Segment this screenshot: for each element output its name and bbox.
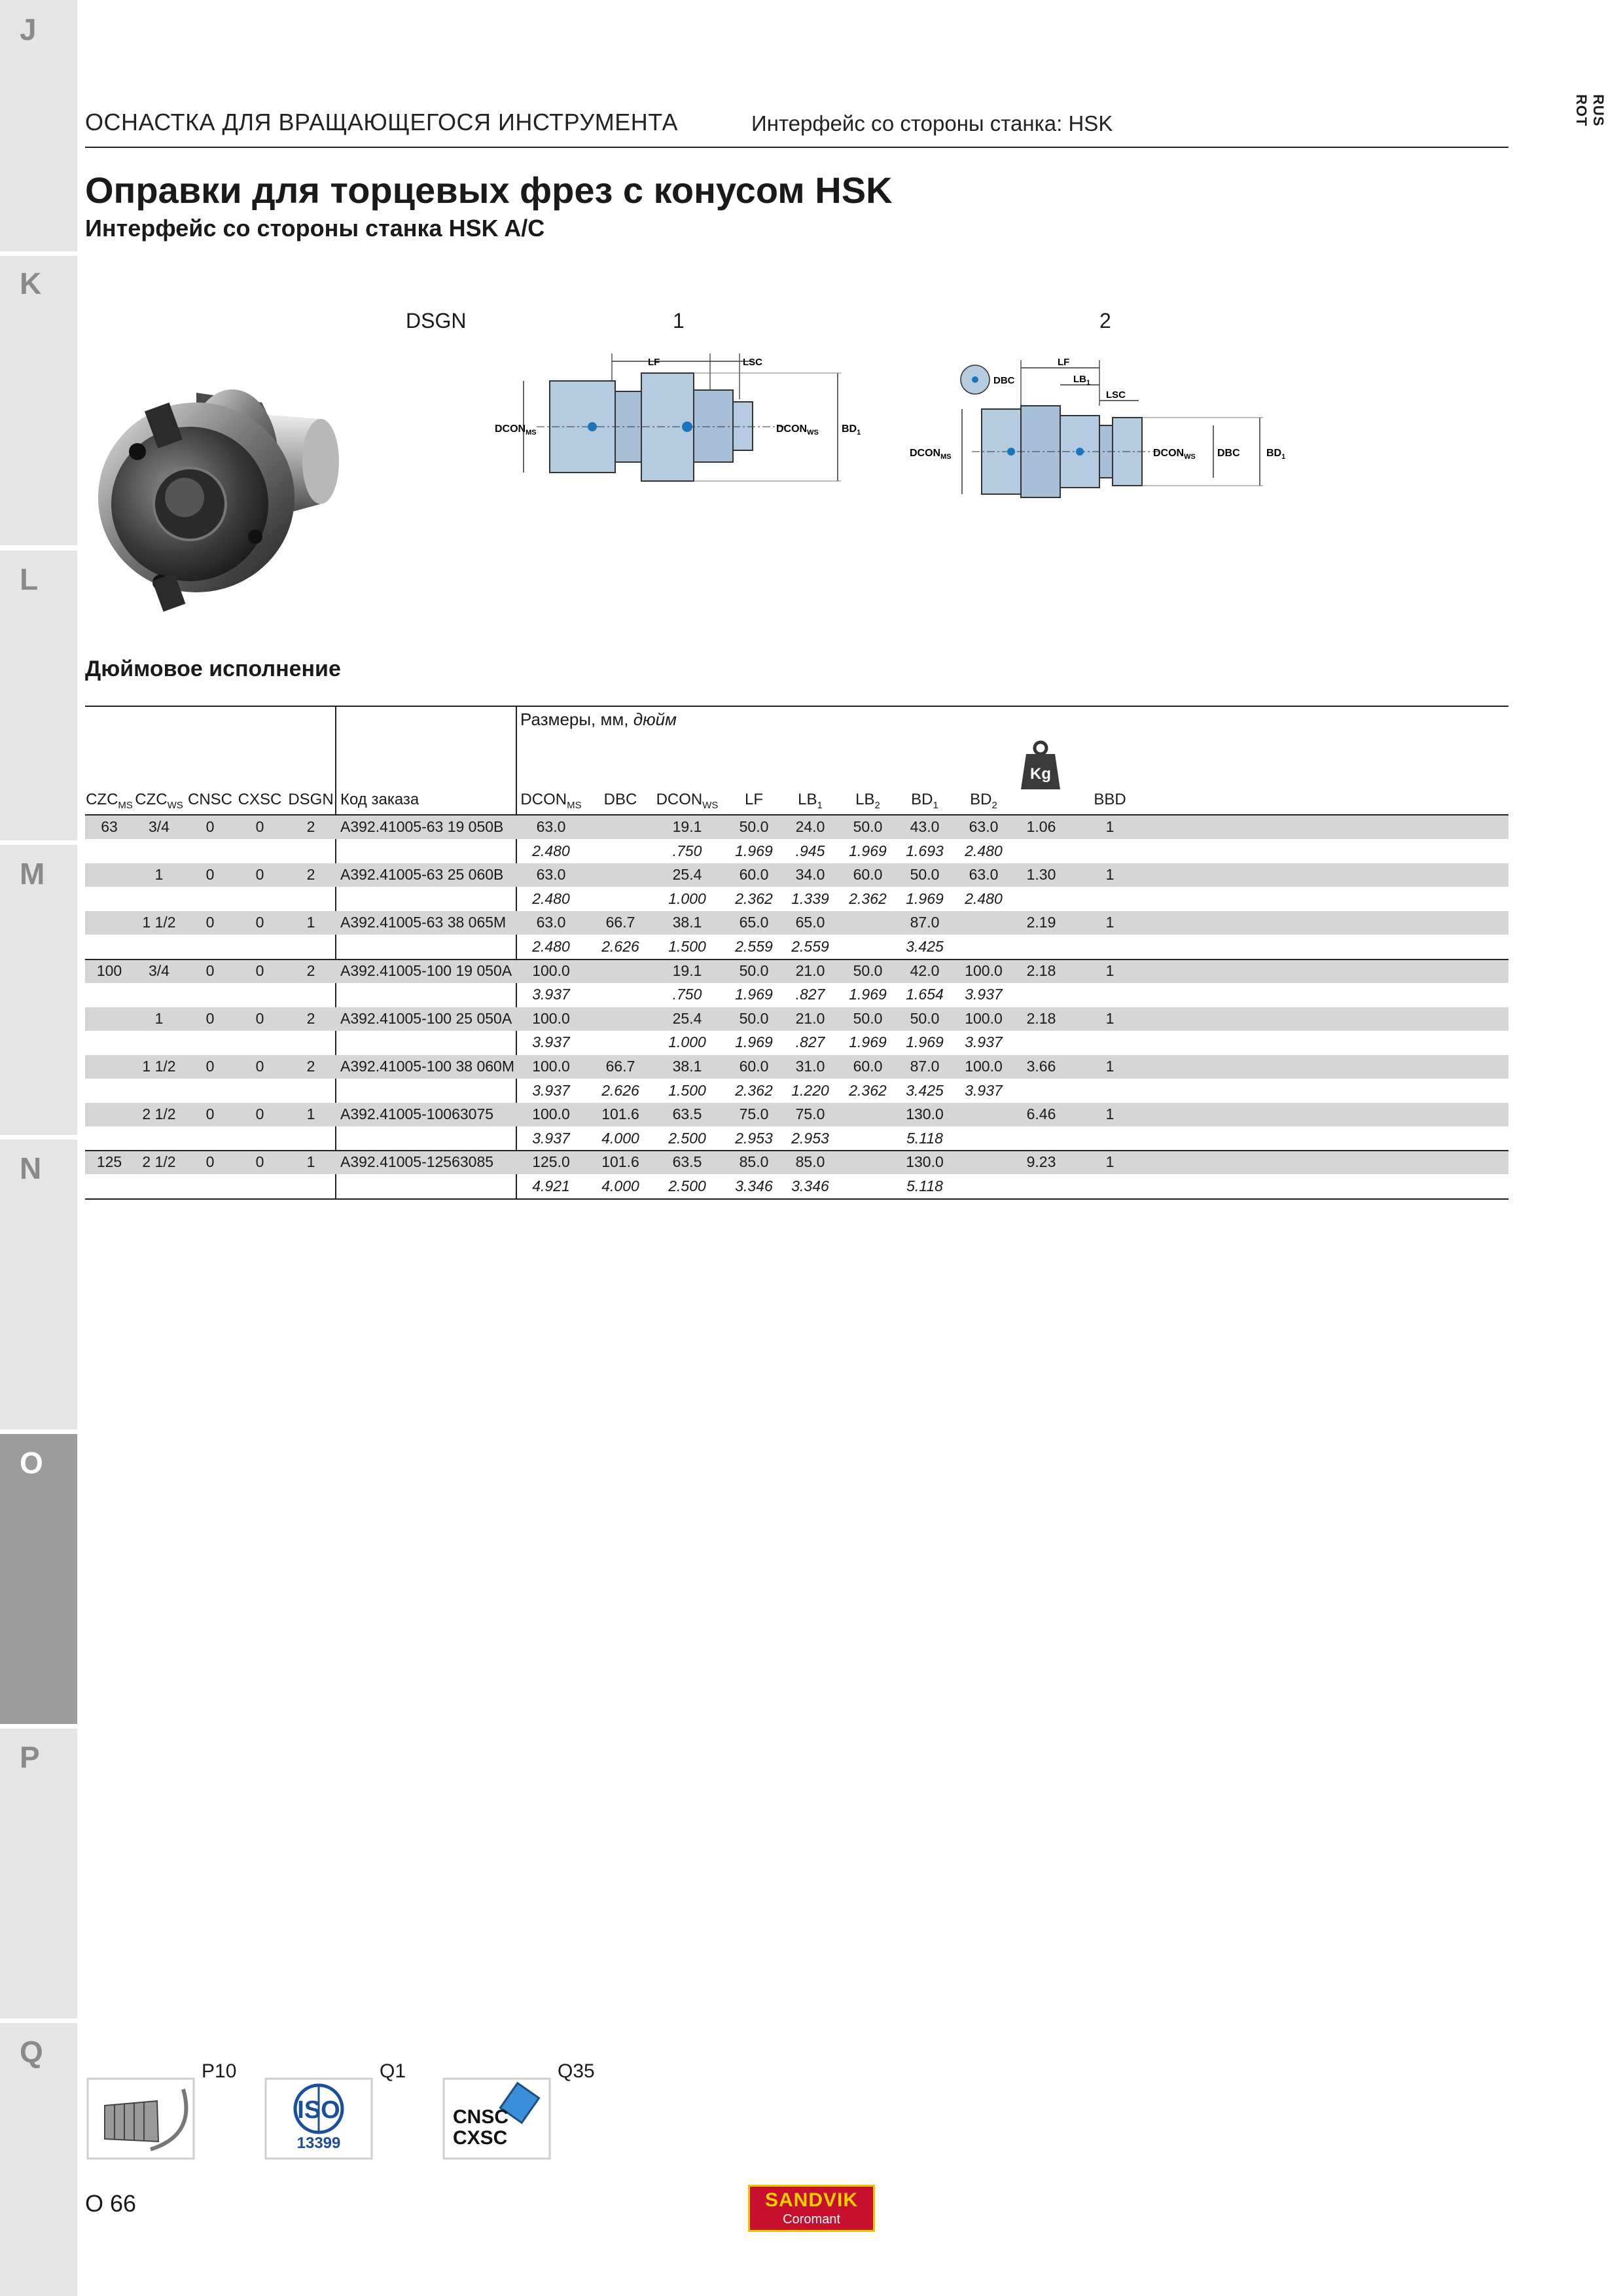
cell-dcon-ws: 63.5 <box>672 1105 702 1123</box>
cell-code[interactable]: A392.41005-100 25 050A <box>340 1009 512 1027</box>
cell-bd1: 87.0 <box>910 1058 940 1075</box>
cell-lf: 50.0 <box>739 961 769 979</box>
cell-czc-ws: 2 1/2 <box>142 1105 176 1123</box>
cell-cxsc: 0 <box>255 818 264 835</box>
cell-dcon-ms: 2.480 <box>532 842 570 859</box>
logo-line-2: Coromant <box>783 2212 840 2227</box>
tab-divider <box>0 251 77 256</box>
cell-dcon-ws: 63.5 <box>672 1153 702 1171</box>
cell-lb1: .827 <box>795 1033 825 1051</box>
cell-dsgn: 1 <box>306 914 315 931</box>
dbc-label: DBC <box>1217 448 1240 459</box>
cell-kg: 9.23 <box>1026 1153 1056 1171</box>
cell-kg: 3.66 <box>1026 1058 1056 1075</box>
cell-bd1: 50.0 <box>910 866 940 884</box>
chapter-subtitle: Интерфейс со стороны станка: HSK <box>751 111 1113 135</box>
cell-dsgn: 1 <box>306 1153 315 1171</box>
table-row-metric <box>85 911 1508 935</box>
cell-code[interactable]: A392.41005-63 19 050B <box>340 818 504 835</box>
weight-icon <box>1020 740 1061 792</box>
cell-bbd: 1 <box>1105 914 1115 931</box>
cell-dcon-ws: 1.500 <box>668 938 706 955</box>
column-header-lb1: $LB_1$ <box>798 791 823 811</box>
cell-lb2: 50.0 <box>853 961 883 979</box>
cell-lf: 2.362 <box>735 889 773 907</box>
dcon-ws-label: $DCON_{WS}$ <box>1153 448 1196 461</box>
cell-bbd: 1 <box>1105 866 1115 884</box>
cell-bd1: 3.425 <box>906 938 944 955</box>
cell-dcon-ws: 25.4 <box>672 866 702 884</box>
cell-dbc: 66.7 <box>605 914 635 931</box>
cell-bd1: 1.693 <box>906 842 944 859</box>
cell-dcon-ws: 1.500 <box>668 1081 706 1099</box>
tab-letter: K <box>20 266 42 300</box>
cell-dcon-ms: 3.937 <box>532 1033 570 1051</box>
table-row-metric <box>85 816 1508 839</box>
cell-lf: 50.0 <box>739 1009 769 1027</box>
tab-divider <box>0 2018 77 2023</box>
cell-cnsc: 0 <box>205 818 215 835</box>
column-header-code: Код заказа <box>340 791 419 808</box>
cell-cxsc: 0 <box>255 866 264 884</box>
cell-dcon-ws: 38.1 <box>672 1058 702 1075</box>
tab-divider <box>0 1135 77 1139</box>
product-photo <box>98 367 360 615</box>
cell-lb1: .827 <box>795 986 825 1003</box>
sandvik-logo <box>748 2185 875 2232</box>
column-header-bbd: BBD <box>1094 791 1126 808</box>
iso-number: 13399 <box>296 2134 341 2152</box>
column-header-cnsc: CNSC <box>187 791 232 808</box>
dcon-ms-label: $DCON_{MS}$ <box>495 423 537 437</box>
cell-dcon-ws: 19.1 <box>672 961 702 979</box>
cell-dcon-ws: 2.500 <box>668 1177 706 1194</box>
cell-lf: 3.346 <box>735 1177 773 1194</box>
cell-dbc: 66.7 <box>605 1058 635 1075</box>
cell-kg: 2.19 <box>1026 914 1056 931</box>
tab-divider <box>0 1429 77 1434</box>
cell-lb2: 2.362 <box>849 889 887 907</box>
cell-bd1: 1.969 <box>906 1033 944 1051</box>
cell-kg: 1.30 <box>1026 866 1056 884</box>
tab-letter: M <box>20 857 45 891</box>
cell-lf: 1.969 <box>735 1033 773 1051</box>
cell-cnsc: 0 <box>205 866 215 884</box>
cell-dcon-ms: 100.0 <box>532 961 570 979</box>
table-row-inch <box>85 1031 1508 1054</box>
design-number-1: 1 <box>673 309 685 332</box>
cell-lb1: 21.0 <box>795 961 825 979</box>
cell-dsgn: 1 <box>306 1105 315 1123</box>
bd1-label: $BD_1$ <box>1266 448 1286 461</box>
cell-dcon-ws: 19.1 <box>672 818 702 835</box>
lsc-label: LSC <box>1106 389 1126 401</box>
table-row-metric <box>85 863 1508 887</box>
table-row-metric <box>85 1103 1508 1126</box>
cell-lf: 2.362 <box>735 1081 773 1099</box>
cell-cnsc: 0 <box>205 1058 215 1075</box>
design-label: DSGN <box>406 309 467 332</box>
table-top-rule <box>85 706 1508 707</box>
cell-cxsc: 0 <box>255 914 264 931</box>
cell-lb2: 50.0 <box>853 1009 883 1027</box>
dcon-ws-label: $DCON_{WS}$ <box>776 423 819 437</box>
tab-letter: N <box>20 1151 42 1185</box>
tab-letter: L <box>20 562 39 596</box>
ref-q35[interactable]: Q35 <box>558 2060 595 2082</box>
cell-kg: 2.18 <box>1026 1009 1056 1027</box>
bd1-label: $BD_1$ <box>842 423 861 437</box>
column-header-bd1: $BD_1$ <box>911 791 938 811</box>
design-1-drawing <box>484 340 877 511</box>
cell-dcon-ms: 63.0 <box>536 866 566 884</box>
cell-cxsc: 0 <box>255 961 264 979</box>
ref-p10[interactable]: P10 <box>202 2060 237 2082</box>
tab-letter: O <box>20 1446 43 1480</box>
tab-j[interactable] <box>0 0 77 291</box>
cell-bd1: 87.0 <box>910 914 940 931</box>
tab-o[interactable] <box>0 1433 77 1725</box>
cell-cxsc: 0 <box>255 1058 264 1075</box>
cell-bbd: 1 <box>1105 961 1115 979</box>
lf-label: LF <box>648 357 660 368</box>
tab-letter: P <box>20 1740 40 1774</box>
cell-lb1: 31.0 <box>795 1058 825 1075</box>
iso-text: ISO <box>297 2096 340 2124</box>
cell-dcon-ms: 3.937 <box>532 1081 570 1099</box>
cell-dsgn: 2 <box>306 961 315 979</box>
cell-dcon-ms: 3.937 <box>532 1129 570 1147</box>
cell-cnsc: 0 <box>205 1153 215 1171</box>
cell-lb1: 65.0 <box>795 914 825 931</box>
cell-lb1: 3.346 <box>791 1177 829 1194</box>
cell-czc-ws: 1 1/2 <box>142 914 176 931</box>
tab-p[interactable] <box>0 1728 77 2019</box>
cell-lb1: 34.0 <box>795 866 825 884</box>
cell-dbc: 2.626 <box>601 938 639 955</box>
cell-code[interactable]: A392.41005-63 25 060B <box>340 866 504 884</box>
cell-bbd: 1 <box>1105 818 1115 835</box>
column-header-czc-ws: $CZC_{WS}$ <box>135 791 183 811</box>
cell-bd2: 100.0 <box>965 1058 1003 1075</box>
cell-lb2: 50.0 <box>853 818 883 835</box>
cell-kg: 6.46 <box>1026 1105 1056 1123</box>
cell-bbd: 1 <box>1105 1153 1115 1171</box>
design-number-2: 2 <box>1099 309 1111 332</box>
cell-dcon-ms: 3.937 <box>532 986 570 1003</box>
cell-czc-ws: 1 <box>154 866 164 884</box>
cell-dcon-ms: 100.0 <box>532 1105 570 1123</box>
table-row-metric <box>85 960 1508 983</box>
cell-code[interactable]: A392.41005-100 19 050A <box>340 961 512 979</box>
cell-dcon-ms: 63.0 <box>536 818 566 835</box>
tab-divider <box>0 840 77 845</box>
cell-czc-ms: 63 <box>101 818 118 835</box>
cell-dsgn: 2 <box>306 866 315 884</box>
dbc-circle-label: DBC <box>993 375 1015 386</box>
cell-dcon-ws: 1.000 <box>668 889 706 907</box>
cell-lf: 2.953 <box>735 1129 773 1147</box>
collet-chuck-icon[interactable] <box>85 2076 196 2161</box>
cnsc-cxsc-icon[interactable] <box>441 2076 552 2161</box>
cell-bd1: 1.654 <box>906 986 944 1003</box>
cell-lb1: 21.0 <box>795 1009 825 1027</box>
cell-lb1: .945 <box>795 842 825 859</box>
column-header-lf: LF <box>744 791 763 808</box>
cell-bd1: 3.425 <box>906 1081 944 1099</box>
section-title: Дюймовое исполнение <box>85 656 341 681</box>
cell-lf: 1.969 <box>735 986 773 1003</box>
table-row-metric <box>85 1007 1508 1031</box>
cell-dcon-ms: 100.0 <box>532 1009 570 1027</box>
tab-letter: Q <box>20 2035 43 2069</box>
cell-code[interactable]: A392.41005-12563085 <box>340 1153 494 1171</box>
cell-lb2: 60.0 <box>853 1058 883 1075</box>
cell-cxsc: 0 <box>255 1009 264 1027</box>
cell-bd1: 5.118 <box>906 1129 943 1147</box>
chapter-title: ОСНАСТКА ДЛЯ ВРАЩАЮЩЕГОСЯ ИНСТРУМЕНТА <box>85 109 679 135</box>
cell-bd2: 100.0 <box>965 1009 1003 1027</box>
cell-czc-ms: 100 <box>96 961 122 979</box>
table-row-inch <box>85 1175 1508 1198</box>
cell-lb2: 1.969 <box>849 1033 887 1051</box>
tab-k[interactable] <box>0 254 77 545</box>
cell-lb1: 2.953 <box>791 1129 829 1147</box>
cell-bd2: 3.937 <box>965 986 1003 1003</box>
cell-bd2: 100.0 <box>965 961 1003 979</box>
section-tab-column <box>0 0 77 2296</box>
cell-lf: 2.559 <box>735 938 773 955</box>
cell-bd2: 63.0 <box>969 866 999 884</box>
cell-czc-ws: 2 1/2 <box>142 1153 176 1171</box>
page-title: Оправки для торцевых фрез с конусом HSK <box>85 170 893 211</box>
cell-kg: 1.06 <box>1026 818 1056 835</box>
side-code: RUS ROT <box>1573 94 1607 127</box>
cell-dcon-ws: 38.1 <box>672 914 702 931</box>
cell-czc-ws: 3/4 <box>149 818 169 835</box>
tab-divider <box>0 546 77 550</box>
cell-lf: 85.0 <box>739 1153 769 1171</box>
column-header-dcon-ws: $DCON_{WS}$ <box>656 791 719 811</box>
cell-dbc: 101.6 <box>601 1153 639 1171</box>
table-group-rule <box>85 959 1508 960</box>
tab-divider <box>0 1724 77 1729</box>
cell-dcon-ws: 1.000 <box>668 1033 706 1051</box>
cell-cxsc: 0 <box>255 1153 264 1171</box>
cell-czc-ws: 3/4 <box>149 961 169 979</box>
table-row-inch <box>85 1127 1508 1151</box>
column-header-czc-ms: $CZC_{MS}$ <box>86 791 133 811</box>
cell-dcon-ms: 4.921 <box>532 1177 570 1194</box>
cell-bd2: 2.480 <box>965 889 1003 907</box>
table-row-inch <box>85 983 1508 1007</box>
cell-dbc: 4.000 <box>601 1129 639 1147</box>
cell-lf: 75.0 <box>739 1105 769 1123</box>
cell-bd1: 5.118 <box>906 1177 943 1194</box>
cell-lb1: 1.220 <box>791 1081 829 1099</box>
cell-dsgn: 2 <box>306 818 315 835</box>
tab-m[interactable] <box>0 844 77 1136</box>
cell-bbd: 1 <box>1105 1058 1115 1075</box>
cell-code[interactable]: A392.41005-100 38 060M <box>340 1058 514 1075</box>
dcon-ms-label: $DCON_{MS}$ <box>910 448 952 461</box>
iso-13399-icon[interactable] <box>263 2076 374 2161</box>
column-header-dsgn: DSGN <box>288 791 334 808</box>
cell-dcon-ws: 2.500 <box>668 1129 706 1147</box>
cell-bbd: 1 <box>1105 1105 1115 1123</box>
cell-bd1: 50.0 <box>910 1009 940 1027</box>
cell-code[interactable]: A392.41005-63 38 065M <box>340 914 507 931</box>
cell-lf: 1.969 <box>735 842 773 859</box>
cell-lb2: 1.969 <box>849 986 887 1003</box>
column-header-cxsc: CXSC <box>238 791 282 808</box>
cell-dcon-ms: 2.480 <box>532 889 570 907</box>
cell-dcon-ms: 125.0 <box>532 1153 570 1171</box>
tab-letter: J <box>20 12 37 46</box>
table-group-rule <box>85 1150 1508 1151</box>
cell-lb1: 1.339 <box>791 889 829 907</box>
cell-bd2: 2.480 <box>965 842 1003 859</box>
cell-cxsc: 0 <box>255 1105 264 1123</box>
cell-dbc: 4.000 <box>601 1177 639 1194</box>
lsc-label: LSC <box>743 357 762 368</box>
lf-label: LF <box>1058 357 1070 368</box>
table-row-inch <box>85 935 1508 959</box>
cell-dcon-ms: 63.0 <box>536 914 566 931</box>
table-row-metric <box>85 1055 1508 1079</box>
table-row-inch <box>85 1079 1508 1103</box>
cell-lf: 65.0 <box>739 914 769 931</box>
cell-dcon-ms: 100.0 <box>532 1058 570 1075</box>
cell-code[interactable]: A392.41005-10063075 <box>340 1105 494 1123</box>
cxsc-text: CXSC <box>453 2127 508 2149</box>
cell-dbc: 2.626 <box>601 1081 639 1099</box>
cell-bbd: 1 <box>1105 1009 1115 1027</box>
cell-bd2: 63.0 <box>969 818 999 835</box>
cell-cnsc: 0 <box>205 1105 215 1123</box>
lb1-label: $LB_1$ <box>1073 374 1091 387</box>
column-header-lb2: $LB_2$ <box>855 791 880 811</box>
cell-czc-ws: 1 1/2 <box>142 1058 176 1075</box>
cell-lb1: 2.559 <box>791 938 829 955</box>
ref-q1[interactable]: Q1 <box>380 2060 406 2082</box>
table-row-metric <box>85 1151 1508 1174</box>
header-rule <box>85 147 1508 148</box>
cell-lb2: 2.362 <box>849 1081 887 1099</box>
page-number: O 66 <box>85 2190 137 2217</box>
cell-bd1: 130.0 <box>906 1105 944 1123</box>
cell-bd1: 1.969 <box>906 889 944 907</box>
cell-dsgn: 2 <box>306 1009 315 1027</box>
cell-lf: 60.0 <box>739 866 769 884</box>
table-row-inch <box>85 840 1508 863</box>
cell-kg: 2.18 <box>1026 961 1056 979</box>
cell-lf: 50.0 <box>739 818 769 835</box>
column-header-bd2: $BD_2$ <box>970 791 997 811</box>
kg-label: Kg <box>1030 765 1051 783</box>
cell-dcon-ws: 25.4 <box>672 1009 702 1027</box>
cell-dcon-ws: .750 <box>672 986 702 1003</box>
cell-dbc: 101.6 <box>601 1105 639 1123</box>
cell-dcon-ws: .750 <box>672 842 702 859</box>
cell-lb1: 24.0 <box>795 818 825 835</box>
page-subtitle: Интерфейс со стороны станка HSK A/C <box>85 215 545 242</box>
cell-dsgn: 2 <box>306 1058 315 1075</box>
design-2-drawing <box>910 340 1302 517</box>
cell-dcon-ms: 2.480 <box>532 938 570 955</box>
cell-cnsc: 0 <box>205 914 215 931</box>
cell-lb1: 75.0 <box>795 1105 825 1123</box>
cell-cnsc: 0 <box>205 1009 215 1027</box>
column-header-dcon-ms: $DCON_{MS}$ <box>520 791 582 811</box>
cell-czc-ws: 1 <box>154 1009 164 1027</box>
dimension-caption: Размеры, мм, дюйм <box>520 709 677 729</box>
cell-lb2: 1.969 <box>849 842 887 859</box>
cell-lb1: 85.0 <box>795 1153 825 1171</box>
cell-bd1: 130.0 <box>906 1153 944 1171</box>
cell-lb2: 60.0 <box>853 866 883 884</box>
logo-line-1: SANDVIK <box>764 2189 858 2211</box>
cell-bd1: 42.0 <box>910 961 940 979</box>
cell-cnsc: 0 <box>205 961 215 979</box>
tab-n[interactable] <box>0 1139 77 1430</box>
cell-bd2: 3.937 <box>965 1033 1003 1051</box>
cnsc-text: CNSC <box>453 2106 509 2128</box>
cell-lf: 60.0 <box>739 1058 769 1075</box>
cell-bd1: 43.0 <box>910 818 940 835</box>
tab-q[interactable] <box>0 2022 77 2296</box>
table-group-rule <box>85 1198 1508 1200</box>
tab-l[interactable] <box>0 550 77 841</box>
column-header-dbc: DBC <box>603 791 637 808</box>
cell-bd2: 3.937 <box>965 1081 1003 1099</box>
cell-czc-ms: 125 <box>96 1153 122 1171</box>
table-row-inch <box>85 888 1508 911</box>
